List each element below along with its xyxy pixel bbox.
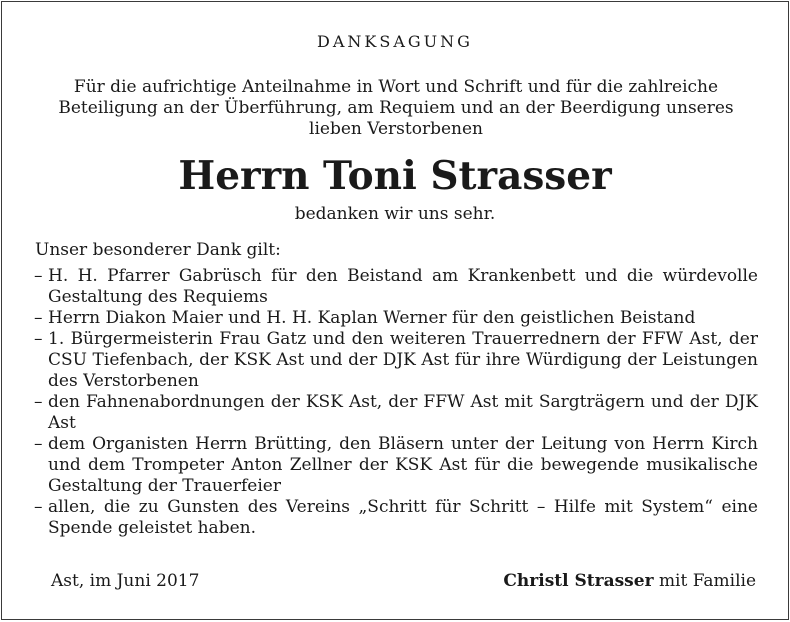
list-item: – H. H. Pfarrer Gabrüsch für den Beistand am Krankenbett und die würdevolle Gestaltung des Requiems <box>34 266 758 308</box>
signature <box>503 571 756 592</box>
special-thanks-label: Unser besonderer Dank gilt: <box>35 240 281 260</box>
list-item: – dem Organisten Herrn Brütting, den Bläsern unter der Leitung von Herrn Kirch und dem Trompeter Anton Zellner der KSK Ast für die bewegende musikalische Gestaltung der Trauerfeier <box>34 434 758 497</box>
signature-suffix: mit Familie <box>658 571 756 591</box>
list-item: – den Fahnenabordnungen der KSK Ast, der FFW Ast mit Sargträgern und der DJK Ast <box>34 392 758 434</box>
list-item: – 1. Bürgermeisterin Frau Gatz und den weiteren Trauerrednern der FFW Ast, der CSU Tiefenbach, der KSK Ast und der DJK Ast für ihre Würdigung der Leistungen des Verstorbenen <box>34 329 758 392</box>
list-item: – Herrn Diakon Maier und H. H. Kaplan Werner für den geistlichen Beistand <box>34 308 758 329</box>
notice-heading: DANKSAGUNG <box>317 32 473 51</box>
place-date: Ast, im Juni 2017 <box>51 571 200 591</box>
obituary-notice <box>1 1 789 620</box>
signature-name: Christl Strasser <box>503 571 654 591</box>
thanks-line: bedanken wir uns sehr. <box>294 204 496 224</box>
intro-text: Für die aufrichtige Anteilnahme in Wort und Schrift und für die zahlreiche Beteiligung an der Überführung, am Requiem und an der Beerdigung unseres lieben Verstorbenen <box>58 77 734 139</box>
thanks-list <box>34 266 758 539</box>
deceased-name: Herrn Toni Strasser <box>178 153 612 199</box>
list-item: – allen, die zu Gunsten des Vereins „Schritt für Schritt – Hilfe mit System“ eine Spende geleistet haben. <box>34 497 758 539</box>
